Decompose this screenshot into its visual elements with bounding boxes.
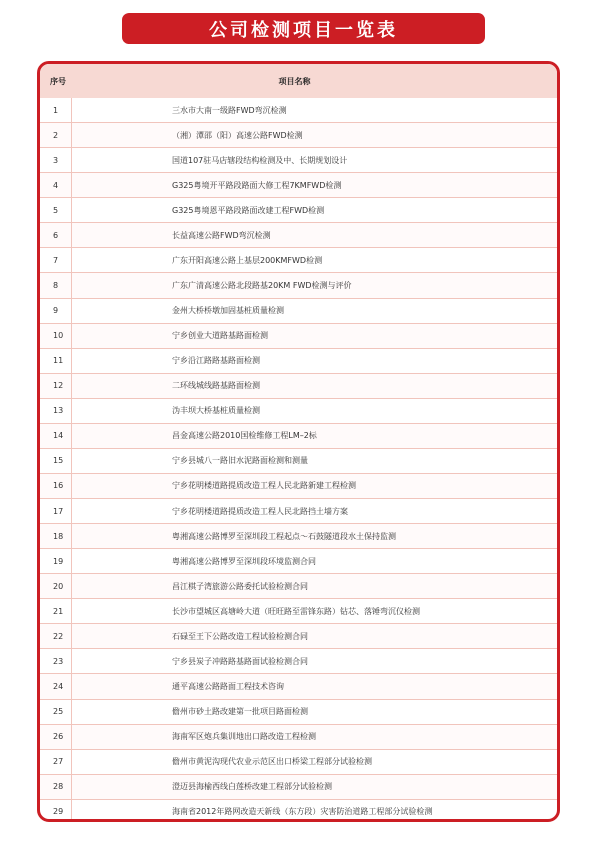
row-number: 5	[40, 198, 72, 222]
project-name: 昌江棋子湾旅游公路委托试验检测合同	[172, 581, 308, 591]
table-row	[40, 349, 557, 374]
row-number: 29	[40, 800, 72, 822]
project-name: 海南省2012年路网改造天新线（东方段）灾害防治道路工程部分试验检测	[172, 807, 433, 817]
project-name: 宁乡沿江路路基路面检测	[172, 356, 260, 366]
project-name: 广东广清高速公路北段路基20KM FWD检测与评价	[172, 280, 352, 290]
table-row	[40, 424, 557, 449]
table-row	[40, 725, 557, 750]
row-number: 22	[40, 624, 72, 648]
table-row	[40, 599, 557, 624]
project-name: 儋州市黄泥沟现代农业示范区出口桥梁工程部分试验检测	[172, 757, 372, 767]
project-name: 宁乡县城八一路旧水泥路面检测和测量	[172, 456, 308, 466]
row-number: 25	[40, 700, 72, 724]
project-name: 国道107驻马店辖段结构检测及中、长期规划设计	[172, 155, 348, 165]
row-number: 10	[40, 324, 72, 348]
row-number: 9	[40, 299, 72, 323]
row-number: 27	[40, 750, 72, 774]
table-row	[40, 449, 557, 474]
row-number: 8	[40, 273, 72, 297]
row-number: 20	[40, 574, 72, 598]
table-row	[40, 674, 557, 699]
row-number: 18	[40, 524, 72, 548]
table-header	[40, 64, 557, 98]
project-name: 昌金高速公路2010国检维修工程LM–2标	[172, 431, 317, 441]
row-number: 2	[40, 123, 72, 147]
table-row	[40, 750, 557, 775]
table-row	[40, 549, 557, 574]
project-name: 粤湘高速公路博罗至深圳段工程起点～石鼓隧道段水土保持监测	[172, 531, 396, 541]
table-row	[40, 148, 557, 173]
project-name: 宁乡县炭子冲路路基路面试验检测合同	[172, 656, 308, 666]
project-name: G325粤境开平路段路面大修工程7KMFWD检测	[172, 180, 342, 190]
row-number: 26	[40, 725, 72, 749]
table-row	[40, 775, 557, 800]
project-name: G325粤境恩平路段路面改建工程FWD检测	[172, 205, 325, 215]
table-row	[40, 624, 557, 649]
table-row	[40, 700, 557, 725]
table-row	[40, 123, 557, 148]
table-row	[40, 399, 557, 424]
table-body	[40, 98, 557, 822]
table-row	[40, 198, 557, 223]
project-name: 长沙市望城区高塘岭大道（旺旺路至雷锋东路）钻芯、落锤弯沉仪检测	[172, 606, 420, 616]
table-row	[40, 499, 557, 524]
row-number: 7	[40, 248, 72, 272]
row-number: 17	[40, 499, 72, 523]
row-number: 13	[40, 399, 72, 423]
row-number: 3	[40, 148, 72, 172]
table-row	[40, 173, 557, 198]
table-row	[40, 800, 557, 822]
row-number: 23	[40, 649, 72, 673]
row-number: 15	[40, 449, 72, 473]
table-row	[40, 524, 557, 549]
project-name: 宁乡创业大道路基路面检测	[172, 331, 268, 341]
row-number: 16	[40, 474, 72, 498]
row-number: 12	[40, 374, 72, 398]
project-name: 海南军区炮兵集训地出口路改造工程检测	[172, 732, 316, 742]
header-project-name: 项目名称	[278, 76, 311, 86]
project-name: 宁乡花明楼道路提质改造工程人民北路挡土墙方案	[172, 506, 348, 516]
project-name: 宁乡花明楼道路提质改造工程人民北路新建工程检测	[172, 481, 356, 491]
table-row	[40, 474, 557, 499]
table-row	[40, 98, 557, 123]
row-number: 28	[40, 775, 72, 799]
table-row	[40, 324, 557, 349]
project-name: 通平高速公路路面工程技术咨询	[172, 681, 284, 691]
project-table	[37, 61, 560, 822]
project-name: 儋州市砂土路改建第一批项目路面检测	[172, 707, 308, 717]
row-number: 11	[40, 349, 72, 373]
row-number: 4	[40, 173, 72, 197]
table-row	[40, 248, 557, 273]
row-number: 24	[40, 674, 72, 698]
table-row	[40, 649, 557, 674]
project-name: 沩丰坝大桥基桩质量检测	[172, 406, 260, 416]
project-name: 金州大桥桥墩加固基桩质量检测	[172, 306, 284, 316]
row-number: 1	[40, 98, 72, 122]
project-name: 粤湘高速公路博罗至深圳段环境监测合同	[172, 556, 316, 566]
project-name: 广东开阳高速公路上基层200KMFWD检测	[172, 255, 323, 265]
row-number: 14	[40, 424, 72, 448]
table-row	[40, 223, 557, 248]
table-row	[40, 273, 557, 298]
project-name: 三水市大南一级路FWD弯沉检测	[172, 105, 287, 115]
project-name: 石碌至王下公路改造工程试验检测合同	[172, 631, 308, 641]
row-number: 6	[40, 223, 72, 247]
row-number: 19	[40, 549, 72, 573]
header-number: 序号	[50, 76, 66, 86]
project-name: 澄迈县海榆西线白莲桥改建工程部分试验检测	[172, 782, 332, 792]
table-row	[40, 299, 557, 324]
table-row	[40, 574, 557, 599]
project-name: （湘）潭邵（阳）高速公路FWD检测	[172, 130, 303, 140]
table-row	[40, 374, 557, 399]
row-number: 21	[40, 599, 72, 623]
project-name: 二环线城线路基路面检测	[172, 381, 260, 391]
project-name: 长益高速公路FWD弯沉检测	[172, 230, 271, 240]
page-title: 公司检测项目一览表	[122, 13, 485, 44]
